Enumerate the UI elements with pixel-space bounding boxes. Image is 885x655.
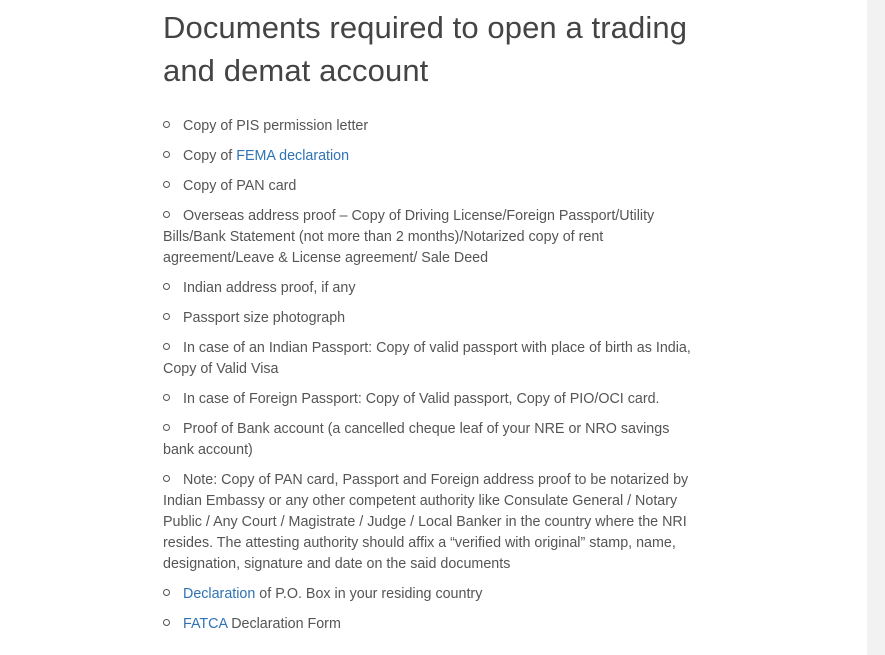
right-gutter	[867, 0, 885, 655]
bullet-icon	[163, 151, 170, 158]
bullet-icon	[163, 283, 170, 290]
list-item	[163, 206, 698, 269]
list-item	[163, 584, 698, 605]
bullet-icon	[163, 181, 170, 188]
declaration-link[interactable]: Declaration	[183, 586, 256, 602]
document-list	[163, 116, 698, 635]
bullet-icon	[163, 313, 170, 320]
page-title: Documents required to open a trading and demat account	[163, 10, 688, 88]
list-item-text: In case of Foreign Passport: Copy of Valid passport, Copy of PIO/OCI card.	[183, 391, 660, 407]
list-item-text: Passport size photograph	[183, 310, 346, 326]
bullet-icon	[163, 121, 170, 128]
bullet-icon	[163, 619, 170, 626]
list-item	[163, 278, 698, 299]
list-item-text: Copy of PIS permission letter	[183, 118, 369, 134]
list-item	[163, 176, 698, 197]
list-item-text: In case of an Indian Passport: Copy of valid passport with place of birth as India, Copy of Valid Visa	[163, 340, 691, 377]
article-content	[163, 6, 698, 644]
list-item	[163, 308, 698, 329]
bullet-icon	[163, 589, 170, 596]
list-item	[163, 116, 698, 137]
bullet-icon	[163, 211, 170, 218]
list-item-text: Copy of	[183, 148, 237, 164]
fatca-link[interactable]: FATCA	[183, 616, 228, 632]
list-item-text: Overseas address proof – Copy of Driving License/Foreign Passport/Utility Bills/Bank Statement (not more than 2 months)/Notarized copy of rent agreement/Leave & License agreement/ Sale Deed	[163, 208, 655, 266]
bullet-icon	[163, 475, 170, 482]
list-item	[163, 614, 698, 635]
list-item	[163, 470, 698, 575]
list-item	[163, 146, 698, 167]
list-item-text: Declaration Form	[227, 616, 341, 632]
bullet-icon	[163, 424, 170, 431]
list-item	[163, 419, 698, 461]
list-item-text: Indian address proof, if any	[183, 280, 356, 296]
fema-declaration-link[interactable]: FEMA declaration	[236, 148, 350, 164]
list-item-text: of P.O. Box in your residing country	[255, 586, 483, 602]
list-item-text: Proof of Bank account (a cancelled cheque leaf of your NRE or NRO savings bank account)	[163, 421, 670, 458]
bullet-icon	[163, 394, 170, 401]
list-item-text: Note: Copy of PAN card, Passport and Foreign address proof to be notarized by Indian Embassy or any other competent authority like Consulate General / Notary Public / Any Court / Magistrate / Judge / Local Banker in the country where the NRI resides. The attesting authority should affix a “verified with original” stamp, name, designation, signature and date on the said documents	[163, 472, 689, 572]
bullet-icon	[163, 343, 170, 350]
list-item-text: Copy of PAN card	[183, 178, 297, 194]
list-item	[163, 389, 698, 410]
list-item	[163, 338, 698, 380]
